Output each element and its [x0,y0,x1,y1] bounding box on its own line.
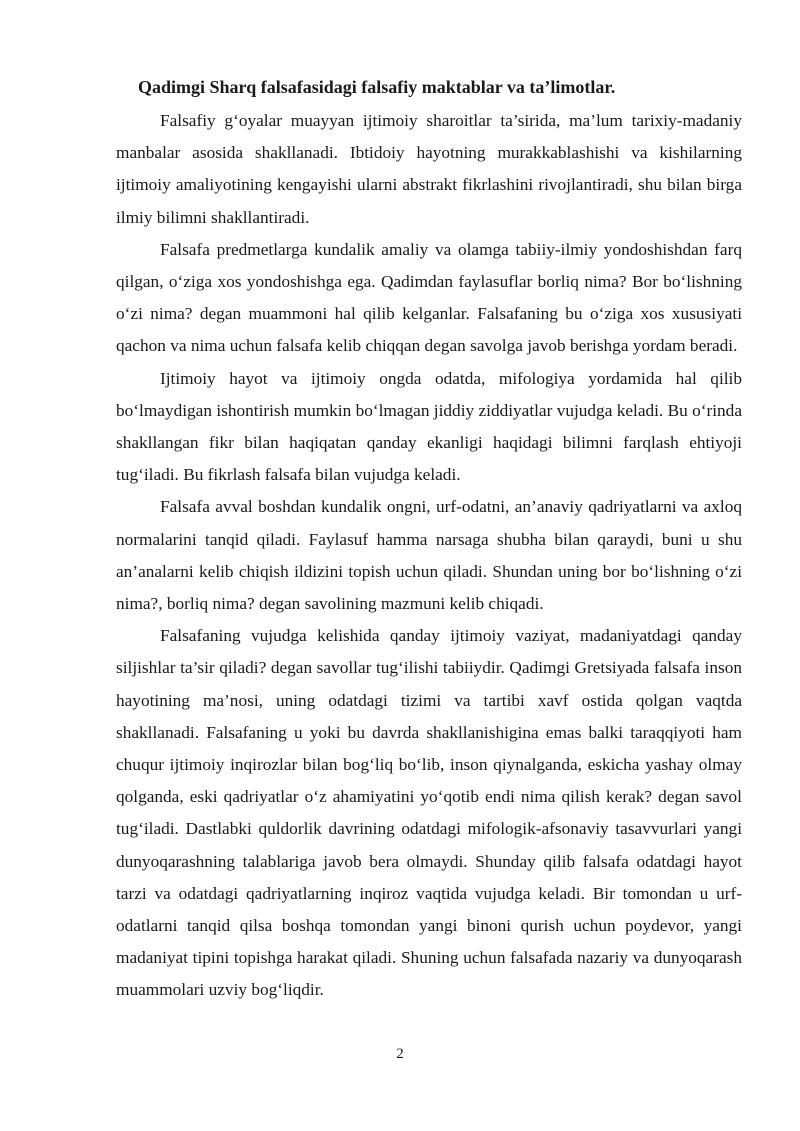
paragraph-2: Falsafa predmetlarga kundalik amaliy va olamga tabiiy-ilmiy yondoshishdan farq qilgan, o‘ziga xos yondoshishga ega. Qadimdan faylasuflar borliq nima? Bor bo‘lishning o‘zi nima? degan muammoni hal qilib kelganlar. Falsafaning bu o‘ziga xos xususiyati qachon va nima uchun falsafa kelib chiqqan degan savolga javob berishga yordam beradi. [116,239,742,356]
paragraph-4: Falsafa avval boshdan kundalik ongni, urf-odatni, an’anaviy qadriyatlarni va axloq normalarini tanqid qiladi. Faylasuf hamma narsaga shubha bilan qaraydi, buni u shu an’analarni kelib chiqish ildizini topish uchun qiladi. Shundan uning bor bo‘lishning o‘zi nima?, borliq nima? degan savolining mazmuni kelib chiqadi. [116,497,742,614]
page-number: 2 [396,1046,404,1062]
paragraph-1: Falsafiy g‘oyalar muayyan ijtimoiy sharoitlar ta’sirida, ma’lum tarixiy-madaniy manbalar asosida shakllanadi. Ibtidoiy hayotning murakkablashishi va kishilarning ijtimoiy amaliyotining kengayishi ularni abstrakt fikrlashini rivojlantiradi, shu bilan birga ilmiy bilimni shakllantiradi. [116,111,742,227]
body-text [116,105,742,1007]
section-heading: Qadimgi Sharq falsafasidagi falsafiy maktablar va ta’limotlar. [138,77,616,97]
paragraph-5: Falsafaning vujudga kelishida qanday ijtimoiy vaziyat, madaniyatdagi qanday siljishlar ta’sir qiladi? degan savollar tug‘ilishi tabiiydir. Qadimgi Gretsiyada falsafa inson hayotining ma’nosi, uning odatdagi tizimi va tartibi xavf ostida qolgan vaqtda shakllanadi. Falsafaning u yoki bu davrda shakllanishigina emas balki taraqqiyoti ham chuqur ijtimoiy inqirozlar bilan bog‘liq bo‘lib, inson qiynalganda, eskicha yashay olmay qolganda, eski qadriyatlar o‘z ahamiyatini yo‘qotib endi nima qilish kerak? degan savol tug‘iladi. Dastlabki quldorlik davrining odatdagi mifologik-afsonaviy tasavvurlari yangi dunyoqarashning talablariga javob bera olmaydi. Shunday qilib falsafa odatdagi hayot tarzi va odatdagi qadriyatlarning inqiroz vaqtida vujudga keladi. Bir tomondan u urf-odatlarni tanqid qilsa boshqa tomondan yangi binoni qurish uchun poydevor, yangi madaniyat tipini topishga harakat qiladi. Shuning uchun falsafada nazariy va dunyoqarash muammolari uzviy bog‘liqdir. [116,626,742,1000]
paragraph-3: Ijtimoiy hayot va ijtimoiy ongda odatda, mifologiya yordamida hal qilib bo‘lmaydigan ishontirish mumkin bo‘lmagan jiddiy ziddiyatlar vujudga keladi. Bu o‘rinda shakllangan fikr bilan haqiqatan qanday ekanligi haqidagi bilimni farqlash ehtiyoji tug‘iladi. Bu fikrlash falsafa bilan vujudga keladi. [116,368,742,485]
